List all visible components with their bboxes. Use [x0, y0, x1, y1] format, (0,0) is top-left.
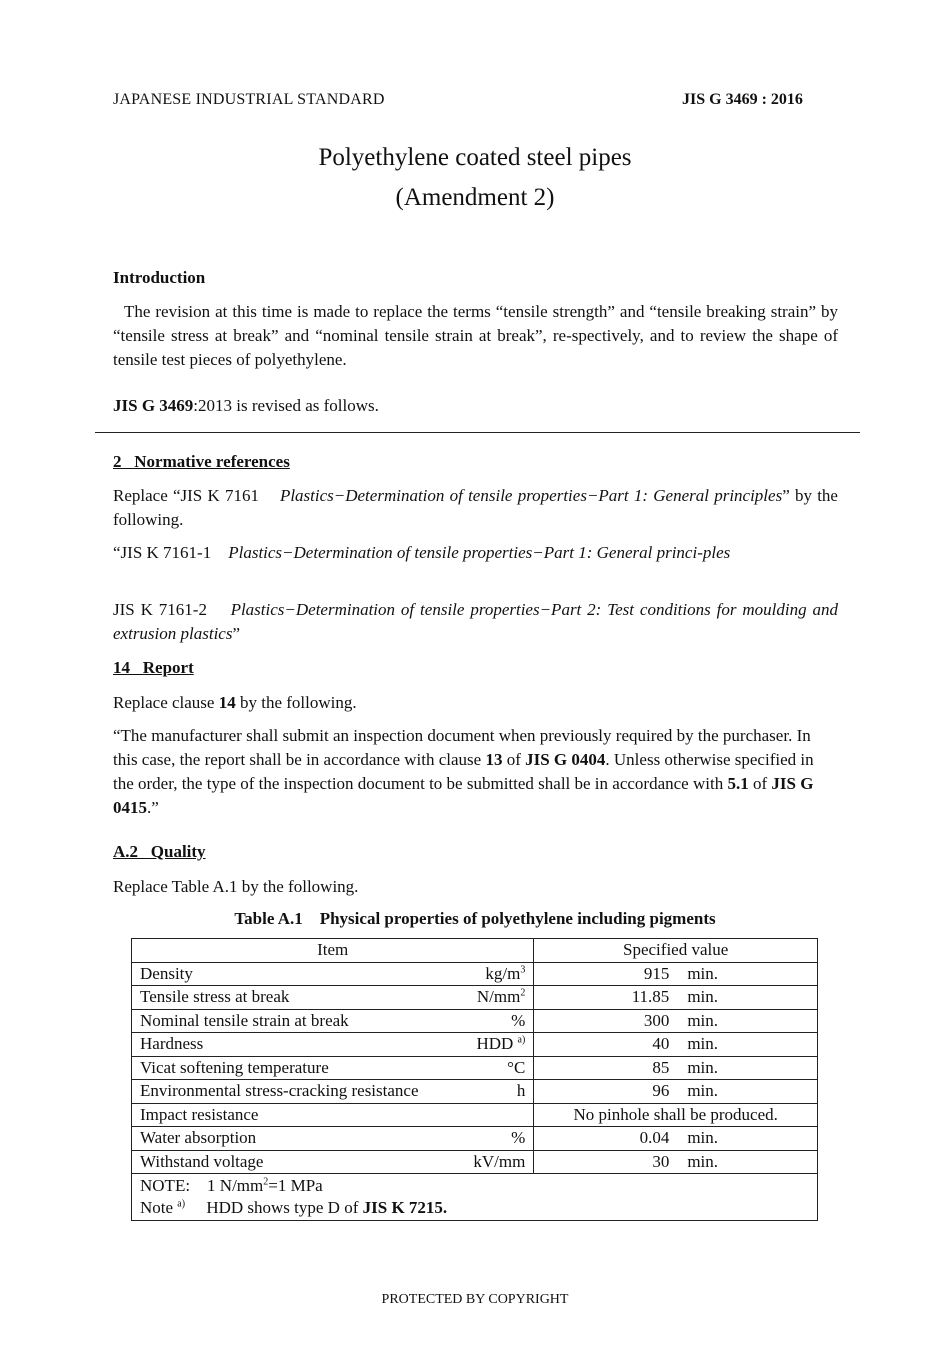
row-item: Density: [132, 962, 431, 986]
row-unit: %: [431, 1127, 534, 1151]
row-unit: %: [431, 1009, 534, 1033]
row-value: 0.04 min.: [534, 1127, 818, 1151]
section-14-paragraph-2: “The manufacturer shall submit an inspection document when previously required by the purchaser. In this case, the report shall be in accordance with clause 13 of JIS G 0404. Unless otherwise specified in the order, the type of the inspection document to be submitted shall be in accordance with 5.1 of JIS G 0415.”: [113, 726, 814, 817]
revised-standard: JIS G 3469: [113, 396, 194, 415]
section-a2-paragraph: Replace Table A.1 by the following.: [113, 877, 359, 896]
divider: [95, 432, 860, 433]
section-2-paragraph-3: JIS K 7161-2 Plastics−Determination of tensile properties−Part 2: Test conditions for moulding and extrusion plastics”: [113, 600, 839, 643]
row-unit: h: [431, 1080, 534, 1104]
header-item: Item: [132, 939, 534, 963]
table-row: [132, 1056, 818, 1080]
row-value: 85 min.: [534, 1056, 818, 1080]
row-unit: HDD $^{a)}$: [431, 1033, 534, 1057]
introduction-text: The revision at this time is made to replace the terms “tensile strength” and “tensile breaking strain” by “tensile stress at break” and “nominal tensile strain at break”, re-spectively, and to review the shape of tensile test pieces of polyethylene.: [113, 302, 838, 369]
row-unit: kV/mm: [431, 1150, 534, 1174]
header-specified-value: Specified value: [534, 939, 818, 963]
table-notes: [132, 1174, 818, 1221]
table-note: NOTE: 1 $N/mm^2=1$ MPa: [140, 1176, 323, 1195]
row-value: 40 min.: [534, 1033, 818, 1057]
section-2-paragraph-2: “JIS K 7161-1 Plastics−Determination of tensile properties−Part 1: General princi-ples: [113, 543, 731, 562]
row-item: Withstand voltage: [132, 1150, 431, 1174]
table-row: [132, 1103, 818, 1127]
row-value: 11.85 min.: [534, 986, 818, 1010]
header-standard-number: JIS G 3469 : 2016: [682, 91, 803, 108]
table-row: [132, 1127, 818, 1151]
copyright-footer: PROTECTED BY COPYRIGHT: [381, 1292, 569, 1307]
table-row: [132, 1150, 818, 1174]
table-header-row: [132, 939, 818, 963]
row-unit: °C: [431, 1056, 534, 1080]
row-item: Hardness: [132, 1033, 431, 1057]
page-subtitle: (Amendment 2): [395, 184, 555, 211]
row-item: Vicat softening temperature: [132, 1056, 431, 1080]
row-item: Tensile stress at break: [132, 986, 431, 1010]
table-row: [132, 986, 818, 1010]
introduction-heading: Introduction: [113, 268, 206, 287]
row-value: 300 min.: [534, 1009, 818, 1033]
section-2-paragraph-1: Replace “JIS K 7161 Plastics−Determination of tensile properties−Part 1: General principles” by the following.: [113, 486, 838, 529]
section-2-heading: 2 Normative references: [113, 452, 290, 471]
section-14-heading: 14 Report: [113, 658, 194, 677]
header-standard-name: JAPANESE INDUSTRIAL STANDARD: [113, 91, 385, 108]
section-14-paragraph-1: Replace clause 14 by the following.: [113, 693, 357, 712]
table-footnote: Note $^{a)}$ HDD shows type D of JIS K 7215.: [140, 1198, 448, 1217]
table-row: [132, 1009, 818, 1033]
table-row: [132, 1080, 818, 1104]
table-caption: Table A.1 Physical properties of polyethylene including pigments: [234, 909, 716, 928]
row-unit: $N/mm^2$: [431, 986, 534, 1010]
row-item: Environmental stress-cracking resistance: [132, 1080, 431, 1104]
table-row: [132, 962, 818, 986]
revision-statement: JIS G 3469:2013 is revised as follows.: [113, 396, 379, 415]
row-item: Water absorption: [132, 1127, 431, 1151]
row-unit: [431, 1103, 534, 1127]
table-row: [132, 1033, 818, 1057]
row-value: No pinhole shall be produced.: [534, 1103, 818, 1127]
physical-properties-table: [131, 938, 818, 1221]
page-title: Polyethylene coated steel pipes: [318, 144, 632, 171]
row-value: 96 min.: [534, 1080, 818, 1104]
row-unit: $kg/m^3$: [431, 962, 534, 986]
row-value: 30 min.: [534, 1150, 818, 1174]
row-value: 915 min.: [534, 962, 818, 986]
table-notes-row: [132, 1174, 818, 1221]
row-item: Nominal tensile strain at break: [132, 1009, 431, 1033]
row-item: Impact resistance: [132, 1103, 431, 1127]
section-a2-heading: A.2 Quality: [113, 842, 206, 861]
